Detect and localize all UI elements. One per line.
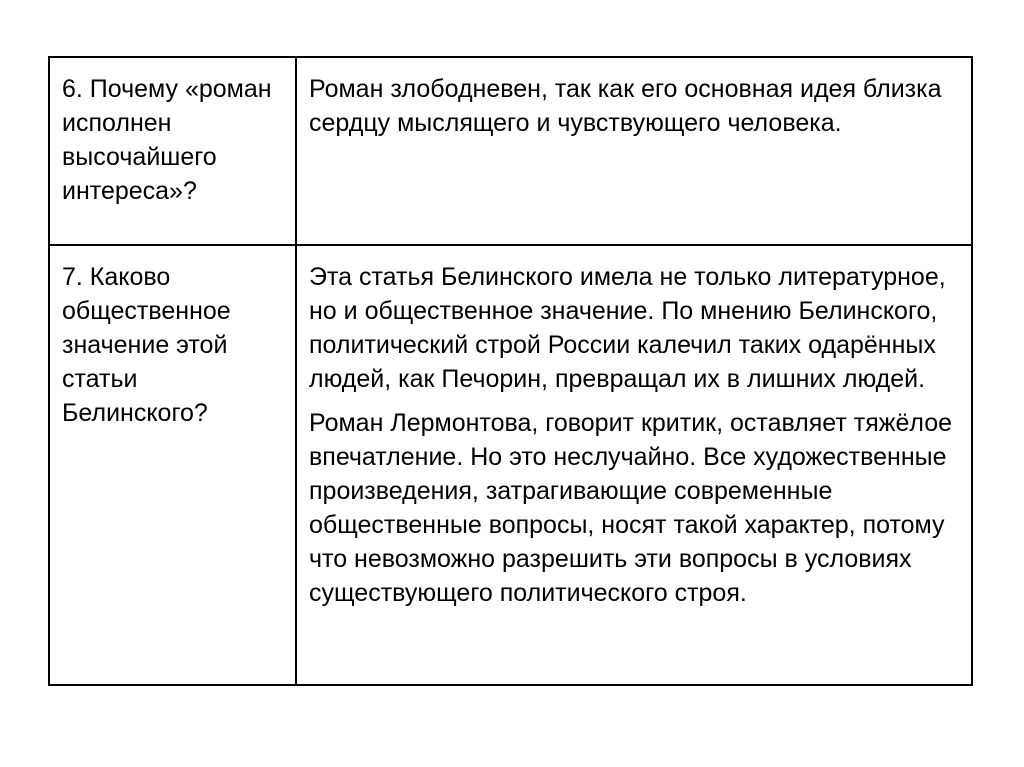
answer-cell	[296, 245, 972, 685]
answer-paragraph: Эта статья Белинского имела не только литературное, но и общественное значение. По мнению Белинского, политический строй России калечил таких одарённых людей, как Печорин, превращал их в лишних людей.	[309, 263, 946, 393]
table-row-7	[49, 245, 972, 685]
question-text: 6. Почему «роман исполнен высочайшего интереса»?	[62, 75, 272, 205]
question-text: 7. Каково общественное значение этой статьи Белинского?	[62, 263, 231, 427]
table-row-6	[49, 57, 972, 245]
answer-cell	[296, 57, 972, 245]
qa-table	[48, 56, 973, 686]
answer-paragraph: Роман злободневен, так как его основная идея близка сердцу мыслящего и чувствующего человека.	[309, 75, 942, 137]
answer-paragraph: Роман Лермонтова, говорит критик, оставляет тяжёлое впечатление. Но это неслучайно. Все художественные произведения, затрагивающие современные общественные вопросы, носят такой характер, потому что невозможно разрешить эти вопросы в условиях существующего политического строя.	[309, 409, 953, 607]
question-cell	[49, 245, 296, 685]
question-cell	[49, 57, 296, 245]
